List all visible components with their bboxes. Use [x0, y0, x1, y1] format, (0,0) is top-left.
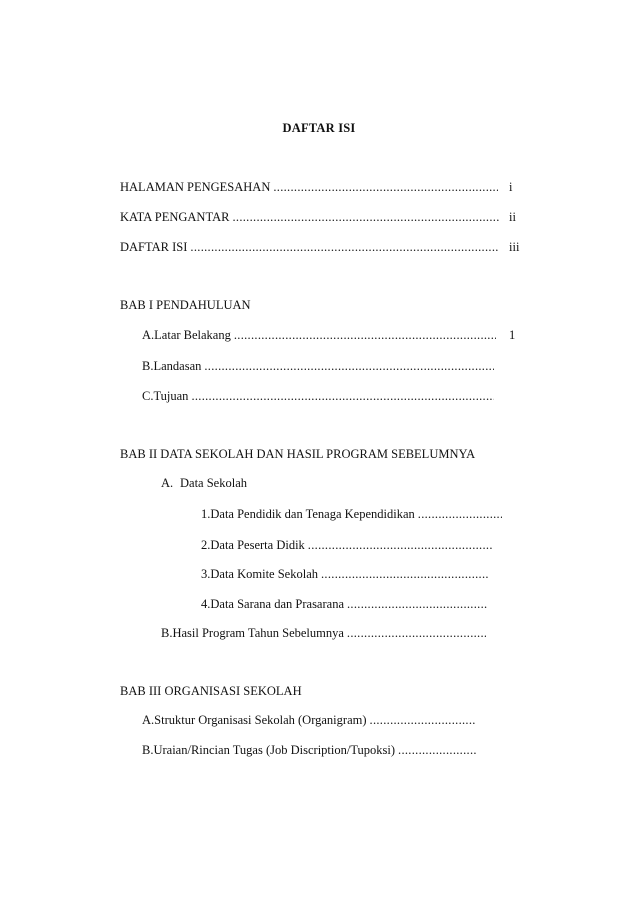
item-marker: C. [142, 389, 154, 403]
toc-entry-hasil-program[interactable] [161, 624, 486, 642]
toc-page-number: ii [509, 210, 516, 224]
dot-leader [347, 595, 488, 613]
toc-entry-label: Uraian/Rincian Tugas (Job Discription/Tupoksi) [153, 743, 396, 757]
toc-page-number: i [509, 180, 513, 194]
dot-leader [234, 326, 496, 344]
toc-entry-label: DAFTAR ISI [120, 240, 188, 254]
toc-entry-latar-belakang[interactable] [142, 326, 496, 344]
item-marker: 1. [201, 507, 211, 521]
toc-entry-label: Data Pendidik dan Tenaga Kependidikan [210, 507, 415, 521]
toc-entry-data-komite-sekolah[interactable] [201, 565, 489, 583]
dot-leader [418, 505, 502, 523]
toc-entry-struktur-organisasi[interactable] [142, 711, 476, 729]
page-title: DAFTAR ISI [282, 121, 356, 135]
item-marker: B. [161, 626, 173, 640]
toc-entry-label: Data Peserta Didik [210, 538, 305, 552]
toc-entry-tujuan[interactable] [142, 387, 494, 405]
dot-leader [308, 536, 493, 554]
dot-leader [321, 565, 489, 583]
chapter-heading-bab-3[interactable]: BAB III ORGANISASI SEKOLAH [120, 684, 302, 698]
toc-entry-data-sarana-prasarana[interactable] [201, 595, 488, 613]
toc-entry-landasan[interactable] [142, 357, 494, 375]
toc-entry-label: Latar Belakang [154, 328, 231, 342]
chapter-heading-bab-2[interactable]: BAB II DATA SEKOLAH DAN HASIL PROGRAM SEBELUMNYA [120, 447, 476, 461]
toc-entry-label: HALAMAN PENGESAHAN [120, 180, 271, 194]
dot-leader [398, 741, 476, 759]
toc-entry-label: Struktur Organisasi Sekolah (Organigram) [154, 713, 367, 727]
toc-entry-label: Data Komite Sekolah [210, 567, 318, 581]
dot-leader [190, 238, 498, 256]
dot-leader [347, 624, 486, 642]
dot-leader [204, 357, 494, 375]
item-marker: 4. [201, 597, 211, 611]
toc-entry-label: Hasil Program Tahun Sebelumnya [172, 626, 344, 640]
toc-entry-data-pendidik[interactable] [201, 505, 502, 523]
toc-entry-data-peserta-didik[interactable] [201, 536, 493, 554]
toc-entry-kata-pengantar[interactable] [120, 208, 500, 226]
item-marker: B. [142, 359, 154, 373]
toc-entry-label: Landasan [153, 359, 202, 373]
toc-page-number: iii [509, 240, 520, 254]
toc-entry-label: Data Sekolah [180, 476, 247, 490]
toc-entry-data-sekolah[interactable] [161, 474, 247, 492]
toc-entry-daftar-isi[interactable] [120, 238, 498, 256]
dot-leader [232, 208, 500, 226]
item-marker: 3. [201, 567, 211, 581]
toc-entry-uraian-tugas[interactable] [142, 741, 476, 759]
chapter-heading-bab-1[interactable]: BAB I PENDAHULUAN [120, 298, 251, 312]
item-marker: B. [142, 743, 154, 757]
toc-entry-halaman-pengesahan[interactable] [120, 178, 498, 196]
item-marker: 2. [201, 538, 211, 552]
dot-leader [370, 711, 476, 729]
dot-leader [273, 178, 498, 196]
item-marker: A. [142, 713, 155, 727]
dot-leader [191, 387, 494, 405]
toc-page-number: 1 [509, 328, 516, 342]
toc-entry-label: KATA PENGANTAR [120, 210, 230, 224]
toc-entry-label: Data Sarana dan Prasarana [210, 597, 344, 611]
toc-entry-label: Tujuan [153, 389, 189, 403]
item-marker: A. [161, 476, 174, 490]
item-marker: A. [142, 328, 155, 342]
